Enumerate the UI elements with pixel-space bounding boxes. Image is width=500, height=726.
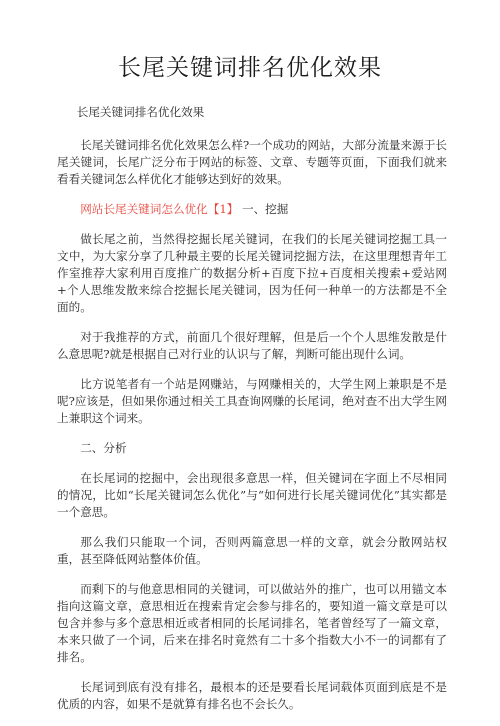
paragraph-anchor-text: 而剩下的与他意思相同的关键词，可以做站外的推广，也可以用锚文本指向这篇文章，意思相近在搜索肯定会参与排名的，要知道一篇文章是可以包含并参与多个意思相近或者相同的长尾词排名，笔者曾经写了一篇文章，本来只做了一个词，后来在排名时竟然有二十多个指数大小不一的词都有了排名。 [57, 582, 447, 664]
section-1-heading: 一、挖掘 [238, 202, 289, 216]
paragraph-choose-one: 那么我们只能取一个词，否则两篇意思一样的文章，就会分散网站权重，甚至降低网站整体价值。 [57, 535, 447, 566]
article-body [57, 104, 447, 726]
intro-paragraph: 长尾关键词排名优化效果怎么样?一个成功的网站，大部分流量来源于长尾关键词，长尾广泛分布于网站的标签、文章、专题等页面，下面我们就来看看关键词怎么样优化才能够达到好的效果。 [57, 138, 447, 186]
section-1-heading-line [57, 201, 447, 218]
paragraph-analysis: 在长尾词的挖掘中，会出现很多意思一样，但关键词在字面上不尽相同的情况，比如“长尾关键词怎么优化”与“如何进行长尾关键词优化”其实都是一个意思。 [57, 471, 447, 519]
section-1-link[interactable]: 网站长尾关键词怎么优化【1】 [80, 202, 239, 216]
paragraph-divergent-thinking: 对于我推荐的方式，前面几个很好理解，但是后一个个人思维发散是什么意思呢?就是根据自己对行业的认识与了解，判断可能出现什么词。 [57, 330, 447, 361]
paragraph-mining-methods: 做长尾之前，当然得挖掘长尾关键词，在我们的长尾关键词挖掘工具一文中，为大家分享了几种最主要的长尾关键词挖掘方法，在这里理想青年工作室推荐大家利用百度推广的数据分析+百度下拉+百度相关搜索+爱站网+个人思维发散来综合挖掘长尾关键词，因为任何一种单一的方法都是不全面的。 [57, 232, 447, 314]
paragraph-quality-content: 长尾词到底有没有排名，最根本的还是要看长尾词载体页面到底是不是优质的内容，如果不是就算有排名也不会长久。 [57, 680, 447, 711]
article-subtitle: 长尾关键词排名优化效果 [76, 105, 205, 119]
page-title: 长尾关键词排名优化效果 [118, 55, 382, 81]
section-2-heading: 二、分析 [80, 441, 127, 455]
paragraph-example: 比方说笔者有一个站是网赚站，与网赚相关的，大学生网上兼职是不是呢?应该是，但如果你通过相关工具查询网赚的长尾词，绝对查不出大学生网上兼职这个词来。 [57, 377, 447, 425]
